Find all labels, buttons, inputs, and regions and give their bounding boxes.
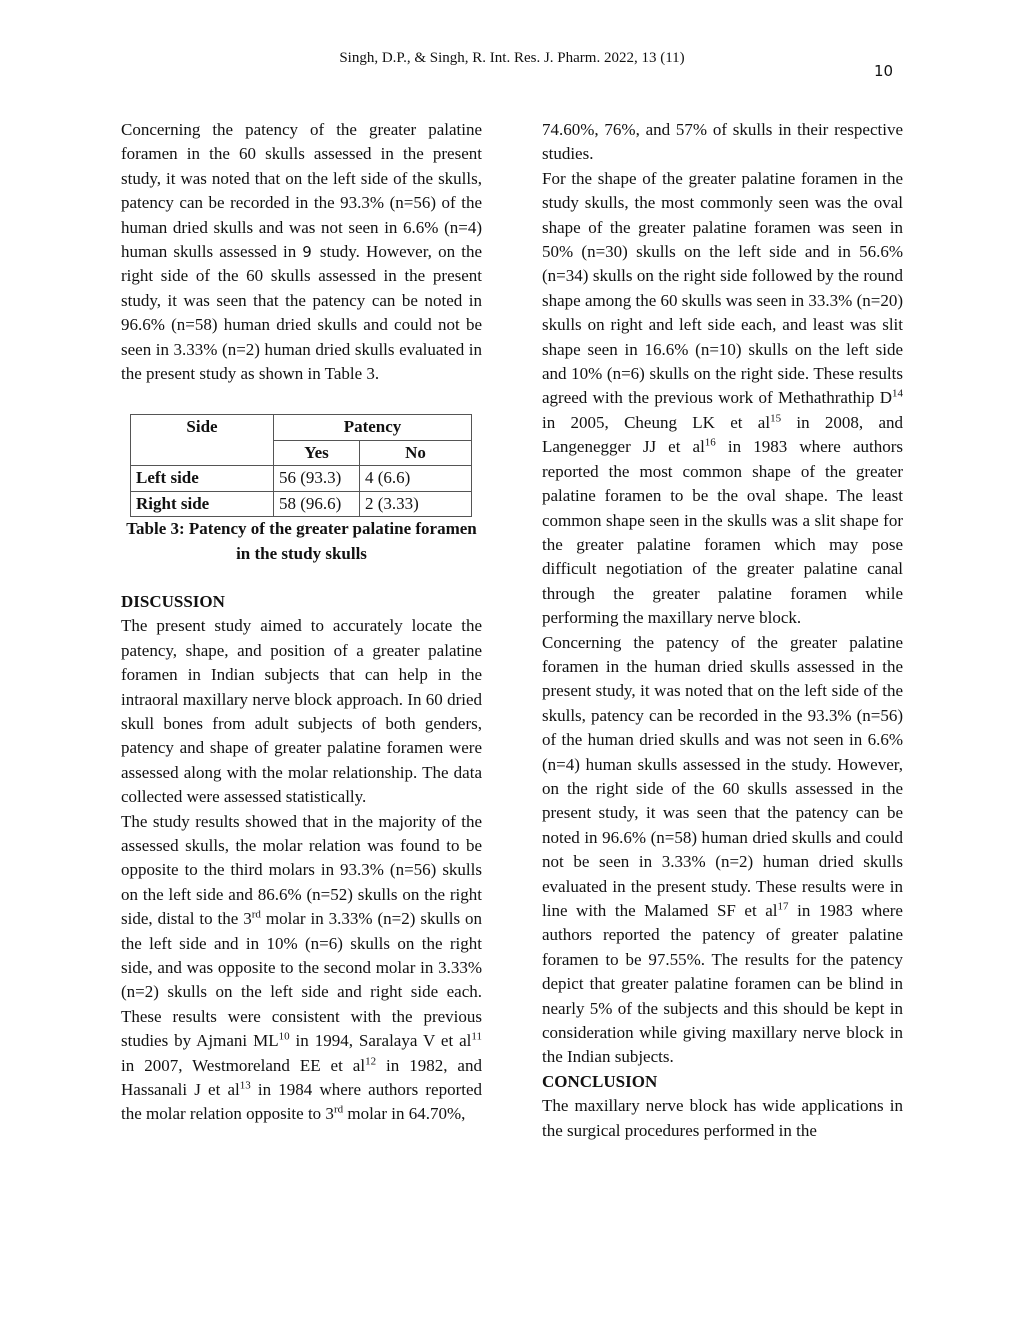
paragraph-text: Concerning the patency of the greater palatine foramen in the 60 skulls assessed in the present study, it was noted that on the left side of the skulls, patency can be recorded in the 93.3% (n=56) of the human dried skulls and was not seen in 6.6% (n=4) human skulls assessed in <box>121 120 482 262</box>
paragraph-molar-relation <box>121 810 482 1127</box>
running-header: Singh, D.P., & Singh, R. Int. Res. J. Pharm. 2022, 13 (11) <box>339 50 685 66</box>
citation-ref: 16 <box>704 436 716 449</box>
table-header-row <box>131 415 472 440</box>
paragraph-text: molar in 3.33% (n=2) skulls on the left side and in 10% (n=6) skulls on the right side, and was opposite to the second molar in 3.33% (n=2) skulls on the left side and right side each. These results were consistent with the previous studies by Ajmani ML <box>121 909 483 1051</box>
inline-marker: 9 <box>302 243 312 262</box>
paragraph-text: molar in 64.70%, <box>343 1104 466 1124</box>
discussion-heading: DISCUSSION <box>121 591 225 611</box>
table-header-side: Side <box>131 415 274 466</box>
paragraph-text: in 2007, Westmoreland EE et al <box>121 1055 366 1075</box>
spacer <box>121 386 482 414</box>
citation-ref: 14 <box>892 387 903 400</box>
patency-table <box>130 414 472 517</box>
table-header-patency: Patency <box>274 415 472 440</box>
right-column <box>542 118 903 1143</box>
paragraph-text: in 1982, and Hassanali J et al <box>121 1055 482 1100</box>
citation-ref: 17 <box>777 900 789 913</box>
paragraph-text: in 1983 where authors reported the patency of greater palatine foramen to be 97.55%. The results for the patency depict that greater palatine foramen can be blind in nearly 5% of the subjects and this should be kept in consideration while giving maxillary nerve block in the Indian subjects. <box>542 901 903 1067</box>
paragraph-continuation: 74.60%, 76%, and 57% of skulls in their respective studies. <box>542 120 903 164</box>
paragraph-text: study. However, on the right side of the 60 skulls assessed in the present study, it was seen that the patency can be noted in 96.6% (n=58) human dried skulls and could not be seen in 3.33% (n=2) human dried skulls evaluated in the present study as shown in Table 3. <box>121 242 482 384</box>
paragraph-text: Concerning the patency of the greater palatine foramen in the human dried skulls assessed in the present study, it was noted that on the left side of the skulls, patency can be recorded in the 93.3% (n=56) of the human dried skulls and was not seen in 6.6% (n=4) human skulls assessed in the study. However, on the right side of the 60 skulls assessed in the present study, it was seen that the patency can be noted in 96.6% (n=58) human dried skulls and could not be seen in 3.33% (n=2) human dried skulls evaluated in the present study. These results were in line with the Malamed SF et al <box>542 632 903 920</box>
table-cell-side: Right side <box>131 491 274 516</box>
conclusion-heading: CONCLUSION <box>542 1071 658 1091</box>
superscript: rd <box>251 908 261 921</box>
paragraph-text: in 2008, and Langenegger JJ et al <box>542 412 903 457</box>
table-caption: Table 3: Patency of the greater palatine foramen in the study skulls <box>126 519 477 563</box>
citation-ref: 10 <box>278 1030 290 1043</box>
citation-ref: 12 <box>365 1054 377 1067</box>
paragraph-text: in 1994, Saralaya V et al <box>289 1031 472 1051</box>
table-cell-yes: 56 (93.3) <box>274 466 360 491</box>
paragraph-text: For the shape of the greater palatine foramen in the study skulls, the most commonly seen was the oval shape of the greater palatine foramen was seen in 50% (n=30) skulls on the left side and in 56.6% (n=34) skulls on the right side followed by the round shape among the 60 skulls was seen in 33.3% (n=20) skulls on right and left side each, and least was slit shape seen in 16.6% (n=10) skulls on the left side and 10% (n=6) skulls on the right side. These results agreed with the previous work of Methathrathip D <box>542 168 903 408</box>
table-cell-no: 2 (3.33) <box>360 491 472 516</box>
left-column <box>121 118 482 1127</box>
table-header-yes: Yes <box>274 440 360 465</box>
paragraph-text: The study results showed that in the majority of the assessed skulls, the molar relation was found to be opposite to the third molars in 93.3% (n=56) skulls on the left side and 86.6% (n=52) skulls on the right side, distal to the 3 <box>121 811 482 929</box>
paragraph-conclusion: The maxillary nerve block has wide applications in the surgical procedures performed in the <box>542 1096 903 1140</box>
table-cell-side: Left side <box>131 466 274 491</box>
paragraph-shape <box>542 167 903 631</box>
table-row <box>131 466 472 491</box>
paragraph-patency-discussion <box>542 631 903 1070</box>
table-row <box>131 491 472 516</box>
citation-ref: 13 <box>239 1079 251 1092</box>
table-cell-yes: 58 (96.6) <box>274 491 360 516</box>
citation-ref: 15 <box>770 412 782 425</box>
paragraph-text: in 2005, Cheung LK et al <box>542 412 771 432</box>
page-number: 10 <box>874 62 894 80</box>
table-header-no: No <box>360 440 472 465</box>
paragraph-text: in 1983 where authors reported the most common shape of the greater palatine foramen to be the oval shape. The least common shape seen in the skulls was a slit shape for the greater palatine foramen which may pose difficult negotiation of the greater palatine canal through the greater palatine foramen while performing the maxillary nerve block. <box>542 437 903 628</box>
superscript: rd <box>333 1103 344 1116</box>
citation-ref: 11 <box>471 1030 482 1043</box>
table-cell-no: 4 (6.6) <box>360 466 472 491</box>
paragraph-text: in 1984 where authors reported the molar relation opposite to 3 <box>121 1080 483 1124</box>
paragraph-aim: The present study aimed to accurately locate the patency, shape, and position of a greater palatine foramen in Indian subjects that can help in the intraoral maxillary nerve block approach. In 60 dried skull bones from adult subjects of both genders, patency and shape of greater palatine foramen were assessed along with the molar relationship. The data collected were assessed statistically. <box>121 616 482 807</box>
spacer <box>121 566 482 590</box>
paragraph-patency-intro <box>121 118 482 386</box>
